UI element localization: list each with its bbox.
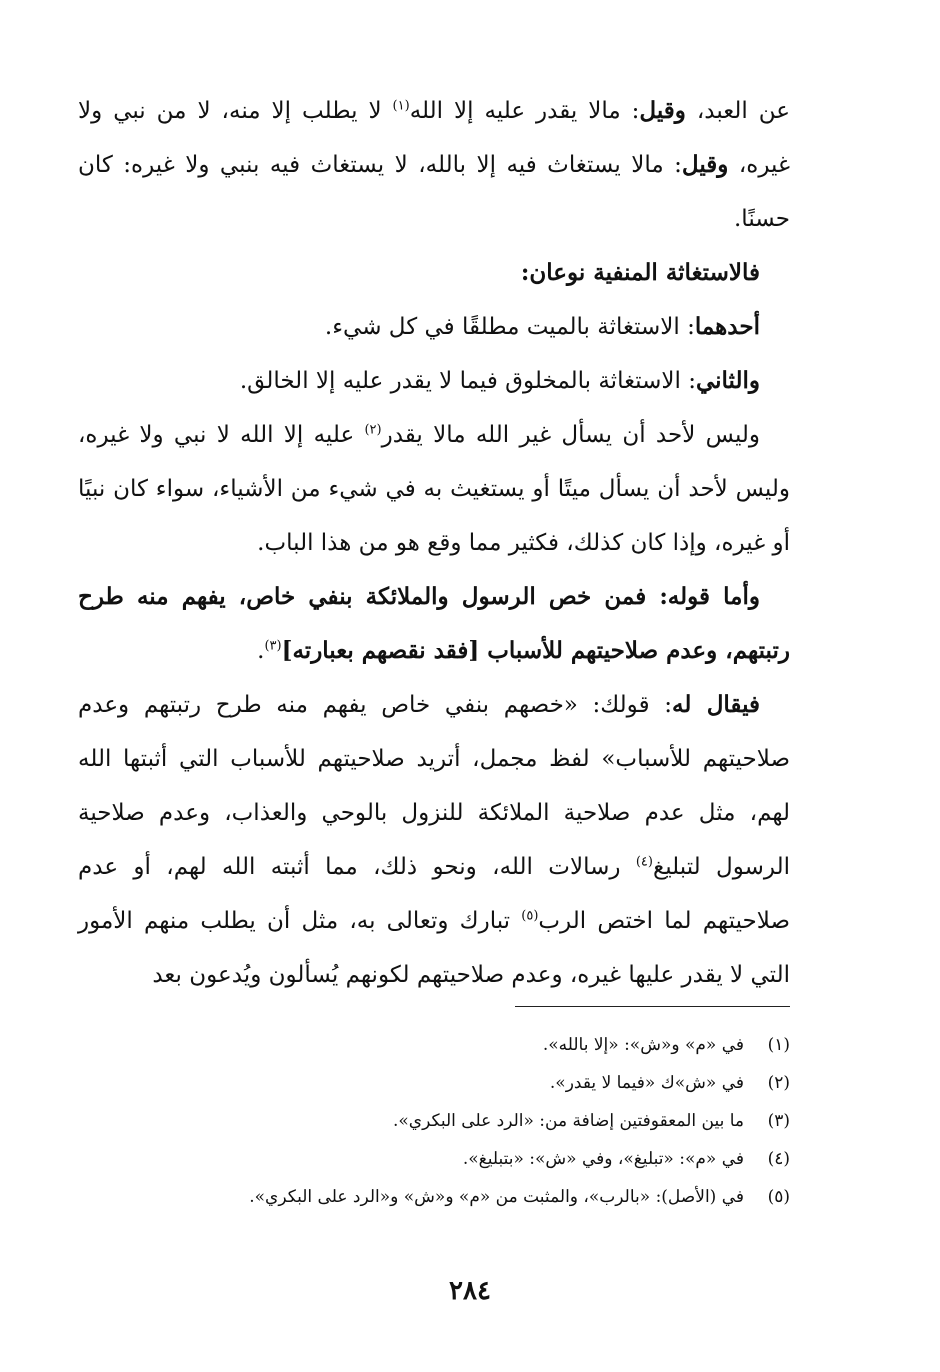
footnote-number: (٢) [767, 1073, 790, 1093]
main-text [78, 84, 790, 1002]
text-span: : الاستغاثة بالميت مطلقًا في كل شيء. [324, 314, 695, 340]
text-span: : الاستغاثة بالمخلوق فيما لا يقدر عليه إلا الخالق. [239, 368, 696, 394]
text-span: تبارك وتعالى به، مثل أن يطلب منهم الأمور التي لا يقدر عليها غيره، وعدم صلاحيتهم لكونهم يُسألون ويُدعون بعد [78, 908, 790, 988]
text-span: : مالا يستغاث فيه إلا بالله، لا يستغاث فيه بنبي ولا غيره: كان حسنًا. [78, 152, 790, 232]
paragraph-3 [78, 300, 790, 354]
text-span: : مالا يقدر عليه إلا الله [409, 98, 640, 124]
footnote-divider [515, 1006, 790, 1007]
footnote-text: ما بين المعقوفتين إضافة من: «الرد على البكري». [392, 1111, 744, 1131]
footnote-1 [140, 1026, 790, 1064]
text-span: لا يطلب إلا منه، لا من نبي ولا غيره، [78, 98, 790, 178]
footnote-4 [140, 1140, 790, 1178]
footnote-number: (٣) [767, 1111, 790, 1131]
footnote-text: في «م»: «تبليغ»، وفي «ش»: «بتبليغ». [462, 1149, 744, 1169]
footnote-number: (٤) [767, 1149, 790, 1169]
footnote-text: في (الأصل): «بالرب»، والمثبت من «م» و«ش» و«الرد على البكري». [249, 1187, 744, 1207]
paragraph-1 [78, 84, 790, 246]
footnote-ref: (٣) [264, 638, 282, 654]
footnote-text: في «ش»ك «فيما لا يقدر». [549, 1073, 744, 1093]
bold-term: فيقال له [672, 691, 760, 718]
footnote-number: (٥) [767, 1187, 790, 1207]
footnote-number: (١) [767, 1035, 790, 1055]
footnote-3 [140, 1102, 790, 1140]
footnote-text: في «م» و«ش»: «إلا بالله». [542, 1035, 744, 1055]
bold-quote: وأما قوله: فمن خص الرسول والملائكة بنفي خاص، يفهم منه طرح رتبتهم، وعدم صلاحيتهم للأسباب [فقد نقصهم بعبارته] [78, 583, 790, 664]
paragraph-7 [78, 678, 790, 1002]
footnote-ref: (٢) [364, 422, 382, 438]
page-number: ٢٨٤ [449, 1276, 491, 1306]
footnote-ref: (٤) [635, 854, 653, 870]
bold-term: وقيل [681, 151, 729, 178]
footnote-ref: (٥) [521, 908, 539, 924]
text-span: . [257, 638, 265, 664]
paragraph-6 [78, 570, 790, 678]
footnotes [140, 1026, 790, 1216]
footnote-5 [140, 1178, 790, 1216]
bold-term: وقيل [639, 97, 686, 124]
text-span: وليس لأحد أن يسأل غير الله مالا يقدر [381, 422, 760, 448]
text-span: عن العبد، [685, 98, 790, 124]
text-span: عليه إلا الله لا نبي ولا غيره، وليس لأحد أن يسأل ميتًا أو يستغيث به في شيء من الأشياء، سواء كان نبيًا أو غيره، وإذا كان كذلك، فكثير مما وقع هو من هذا الباب. [78, 422, 790, 556]
footnote-ref: (١) [392, 98, 410, 114]
paragraph-2: فالاستغاثة المنفية نوعان: [520, 259, 760, 286]
bold-term: أحدهما [694, 313, 760, 340]
footnote-2 [140, 1064, 790, 1102]
paragraph-4 [78, 354, 790, 408]
bold-term: والثاني [695, 367, 760, 394]
paragraph-5 [78, 408, 790, 570]
text-span: رسالات الله، ونحو ذلك، مما أثبته الله لهم، أو عدم صلاحيتهم لما اختص الرب [78, 854, 790, 934]
text-span: : قولك: «خصهم بنفي خاص يفهم منه طرح رتبتهم وعدم صلاحيتهم للأسباب» لفظ مجمل، أتريد صلاحيتهم للأسباب التي أثبتها الله لهم، مثل عدم صلاحية الملائكة للنزول بالوحي والعذاب، وعدم صلاحية الرسول لتبليغ [78, 692, 790, 880]
